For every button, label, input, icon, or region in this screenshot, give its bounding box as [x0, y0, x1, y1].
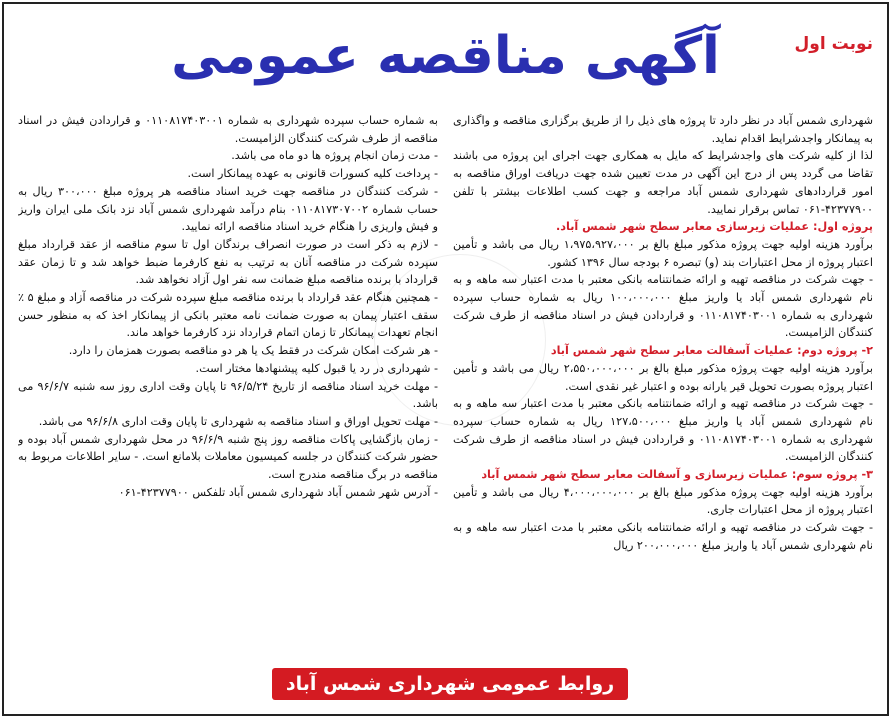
project-two-heading: ۲- پروژه دوم: عملیات آسفالت معابر سطح شهر شمس آباد: [550, 344, 873, 358]
address-clause: - آدرس شهر شمس آباد شهرداری شمس آباد تلفکس ۴۲۳۷۷۹۰۰-۰۶۱: [118, 485, 438, 499]
project-one-budget: برآورد هزینه اولیه جهت پروژه مذکور مبلغ بالغ بر ۱،۹۷۵،۹۲۷،۰۰۰ ریال می باشد و تأمین اعتبار پروژه از محل اعتبارات بند (و) تبصره ۶ بودجه سال ۱۳۹۶ کشور.: [453, 237, 873, 269]
document-fee-clause: - شرکت کنندگان در مناقصه جهت خرید اسناد مناقصه هر پروژه مبلغ ۳۰۰،۰۰۰ ریال به حساب شماره ۰۱۱۰۸۱۷۳۰۷۰۰۲ بنام درآمد شهرداری شمس آباد نزد بانک ملی ایران واریز و فیش واریزی را هنگام خرید اسناد مناقصه ارائه نمایید.: [18, 184, 438, 234]
submission-deadline-clause: - مهلت تحویل اوراق و اسناد مناقصه به شهرداری تا پایان وقت اداری ۹۶/۶/۸ می باشد.: [38, 414, 438, 428]
project-three-heading: ۳- پروژه سوم: عملیات زیرسازی و آسفالت معابر سطح شهر شمس آباد: [481, 468, 873, 482]
rejection-clause: - شهرداری در رد یا قبول کلیه پیشنهادها مختار است.: [195, 361, 438, 375]
notice-frame: [2, 2, 889, 716]
participation-clause: - هر شرکت امکان شرکت در فقط یک یا هر دو مناقصه بصورت همزمان را دارد.: [68, 344, 438, 358]
duration-clause: - مدت زمان انجام پروژه ها دو ماه می باشد.: [231, 149, 438, 163]
notice-body: [4, 112, 887, 662]
purchase-deadline-clause: - مهلت خرید اسناد مناقصه از تاریخ ۹۶/۵/۲۴ تا پایان وقت اداری روز سه شنبه ۹۶/۶/۷ می باشد.: [18, 379, 438, 411]
project-one-heading: پروژه اول: عملیات زیرسازی معابر سطح شهر شمس آباد.: [556, 220, 873, 234]
performance-bond-clause: - همچنین هنگام عقد قرارداد با برنده مناقصه مبلغ سپرده شرکت در مناقصه آزاد و مبلغ ۵ ٪ سقف اعتبار پیمان به صورت ضمانت نامه معتبر بانکی از پیمانکار اخذ که به منظور حسن انجام تعهدات پیمانکار تا زمان اتمام قرارداد نزد کارفرما خواهد ماند.: [18, 291, 438, 340]
opening-clause: - زمان بازگشایی پاکات مناقصه روز پنج شنبه ۹۶/۶/۹ در محل شهرداری شمس آباد بوده و حضور شرکت کنندگان در جلسه کمیسیون معاملات بلامانع است. - سایر اطلاعات مربوط به مناقصه در برگ مناقصه مندرج است.: [18, 432, 438, 482]
left-column: [18, 112, 438, 662]
project-two-budget: برآورد هزینه اولیه جهت پروژه مذکور مبلغ بالغ بر ۲،۵۵۰،۰۰۰،۰۰۰ ریال می باشد و تأمین اعتبار پروژه بصورت تحویل قیر یارانه بوده و اعتبار غیر نقدی است.: [453, 361, 873, 393]
project-three-guarantee: - جهت شرکت در مناقصه تهیه و ارائه ضمانتنامه بانکی معتبر با مدت اعتبار سه ماهه و به نام شهرداری شمس آباد یا واریز مبلغ ۲۰۰،۰۰۰،۰۰۰ ریال: [453, 521, 873, 552]
account-continuation: به شماره حساب سپرده شهرداری به شماره ۰۱۱۰۸۱۷۴۰۳۰۰۱ و قراردادن فیش در اسناد مناقصه از طرف شرکت کنندگان الزامیست.: [18, 114, 438, 145]
project-one-guarantee: - جهت شرکت در مناقصه تهیه و ارائه ضمانتنامه بانکی معتبر با مدت اعتبار سه ماهه و به نام شهرداری شمس آباد یا واریز مبلغ ۱۰۰،۰۰۰،۰۰۰ ریال به شماره حساب سپرده شهرداری به شماره ۰۱۱۰۸۱۷۴۰۳۰۰۱ و قراردادن فیش در اسناد مناقصه از طرف شرکت کنندگان الزامیست.: [453, 273, 873, 340]
intro-paragraph: شهرداری شمس آباد در نظر دارد تا پروژه های ذیل را از طریق برگزاری مناقصه و واگذاری به پیمانکار واجدشرایط اقدام نماید.: [453, 114, 873, 145]
public-relations-banner: روابط عمومی شهرداری شمس آباد: [272, 668, 628, 700]
invitation-paragraph: لذا از کلیه شرکت های واجدشرایط که مایل به همکاری جهت اجرای این پروژه می باشند تقاضا می گردد پس از درج این آگهی در مدت تعیین شده جهت دریافت اوراق مناقصه به امور قراردادهای شهرداری شمس آباد مراجعه و جهت کسب اطلاعات بیشتر با تلفن ۴۲۳۷۷۹۰۰-۰۶۱ تماس برقرار نمایید.: [453, 149, 873, 216]
withdrawal-clause: - لازم به ذکر است در صورت انصراف برندگان اول تا سوم مناقصه از عقد قرارداد مبلغ سپرده شرکت در مناقصه آنان به ترتیب به نفع کارفرما ضبط خواهد شد و تا زمان عقد قرارداد با برنده مناقصه مبلغ ضمانت سه نفر اول آزاد نخواهد شد.: [18, 237, 438, 287]
notice-header: [4, 4, 887, 108]
project-three-budget: برآورد هزینه اولیه جهت پروژه مذکور مبلغ بالغ بر ۴،۰۰۰،۰۰۰،۰۰۰ ریال می باشد و تأمین اعتبار پروژه از محل اعتبارات جاری.: [453, 485, 873, 517]
deductions-clause: - پرداخت کلیه کسورات قانونی به عهده پیمانکار است.: [187, 167, 438, 181]
right-column: [453, 112, 873, 662]
notice-title: آگهی مناقصه عمومی: [171, 26, 720, 86]
round-label: نوبت اول: [794, 34, 873, 54]
project-two-guarantee: - جهت شرکت در مناقصه تهیه و ارائه ضمانتنامه بانکی معتبر با مدت اعتبار سه ماهه و به نام شهرداری شمس آباد یا واریز مبلغ ۱۲۷،۵۰۰،۰۰۰ ریال به شماره حساب سپرده شهرداری به شماره ۰۱۱۰۸۱۷۴۰۳۰۰۱ و قراردادن فیش در اسناد مناقصه از طرف شرکت کنندگان الزامیست.: [453, 397, 873, 464]
